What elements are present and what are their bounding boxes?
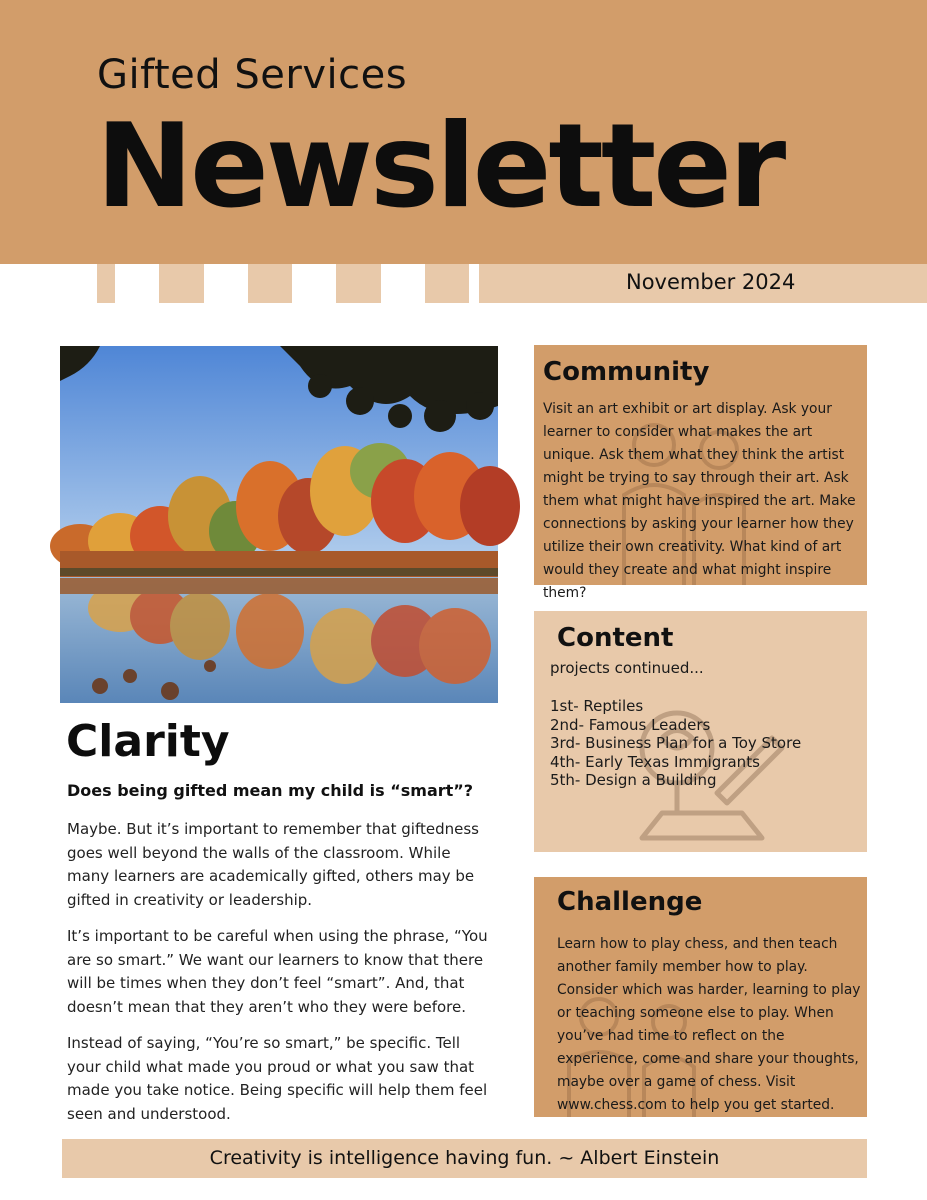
list-item: 2nd- Famous Leaders — [550, 715, 711, 734]
community-body: Visit an art exhibit or art display. Ask your learner to consider what makes the art unique. Ask them what they think the artist might be trying to say through their art. Ask them what might have inspired the art. Make connections by asking your learner how they utilize their own creativity. What kind of art would they create and what might inspire them? — [543, 401, 856, 601]
newsletter-subtitle: Gifted Services — [97, 52, 408, 98]
clarity-heading: Clarity — [66, 716, 230, 767]
list-item: 5th- Design a Building — [550, 771, 717, 789]
clarity-paragraph: It’s important to be careful when using the phrase, “You are so smart.” We want our learners to know that there will be times when they don’t feel “smart”. And, that doesn’t mean that they aren’t who they were before. — [67, 927, 488, 1016]
list-item: 3rd- Business Plan for a Toy Store — [550, 734, 802, 752]
header-banner — [0, 0, 927, 264]
content-intro: projects continued... — [550, 659, 704, 677]
date-banner — [479, 264, 927, 303]
challenge-panel — [534, 877, 867, 1117]
decor-stripe — [97, 264, 115, 303]
autumn-lake-photo — [60, 346, 498, 703]
community-heading: Community — [543, 357, 710, 387]
decor-stripe — [425, 264, 469, 303]
list-item: 1st- Reptiles — [550, 697, 644, 715]
clarity-paragraph: Instead of saying, “You’re so smart,” be specific. Tell your child what made you proud or what you saw that made you take notice. Being specific will help them feel seen and understood. — [67, 1034, 488, 1123]
content-project-list — [550, 697, 801, 790]
list-item: 4th- Early Texas Immigrants — [550, 752, 760, 771]
challenge-body: Learn how to play chess, and then teach another family member how to play. Consider which was harder, learning to play or teaching someone else to play. When you’ve had time to reflect on the experience, come and share your thoughts, maybe over a game of chess. Visit www.chess.com to help you get started. — [557, 936, 861, 1113]
issue-date: November 2024 — [626, 270, 796, 294]
content-heading: Content — [557, 623, 674, 653]
community-panel — [534, 345, 867, 601]
footer-quote: Creativity is intelligence having fun. ~ Albert Einstein — [62, 1139, 867, 1178]
decor-stripe — [159, 264, 204, 303]
clarity-body — [67, 818, 497, 1139]
decor-stripe — [248, 264, 292, 303]
clarity-question: Does being gifted mean my child is “smart”? — [67, 781, 474, 800]
content-panel — [534, 611, 867, 852]
challenge-heading: Challenge — [557, 887, 703, 917]
newsletter-title: Newsletter — [96, 99, 784, 234]
clarity-paragraph: Maybe. But it’s important to remember that giftedness goes well beyond the walls of the classroom. While many learners are academically gifted, others may be gifted in creativity or leadership. — [67, 820, 479, 909]
decor-stripe — [336, 264, 381, 303]
